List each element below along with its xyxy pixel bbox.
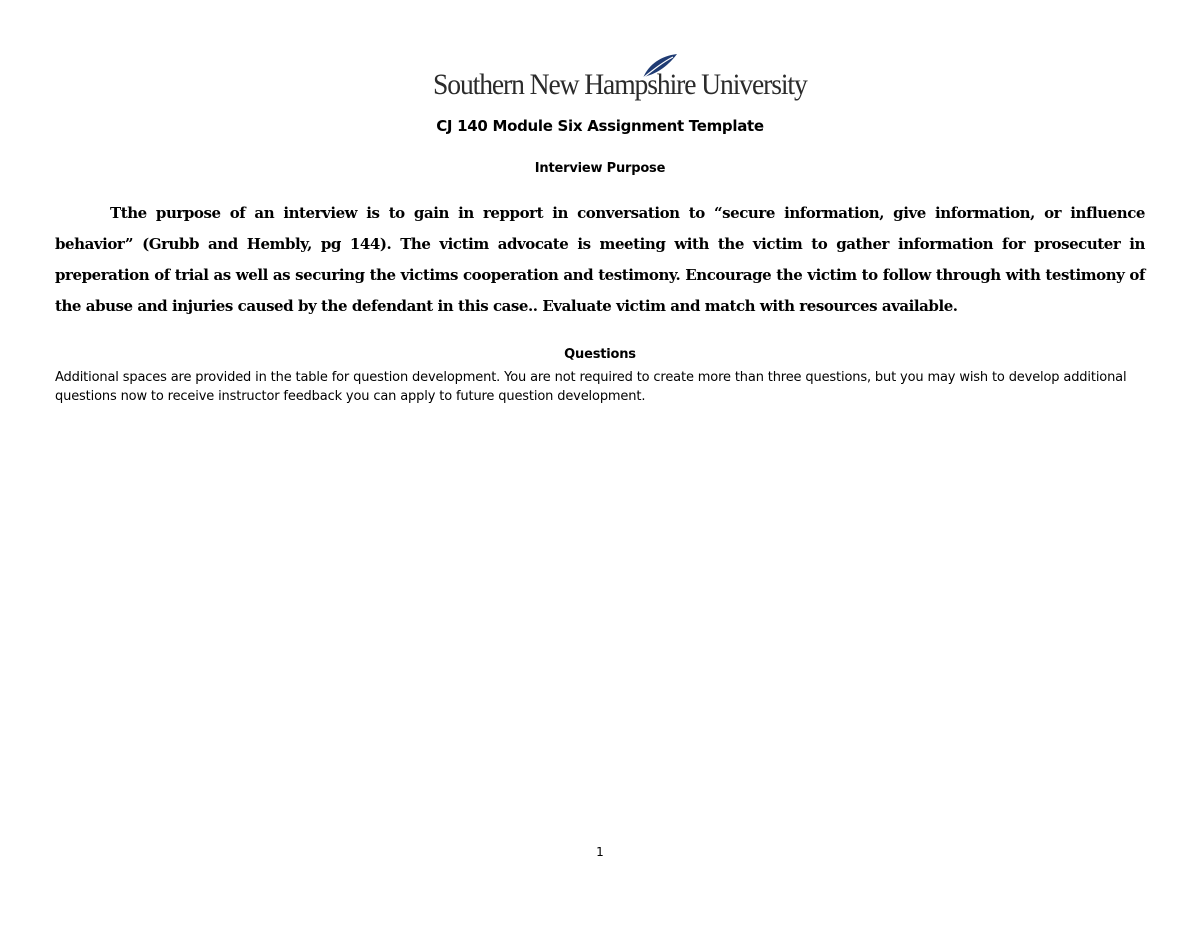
interview-purpose-paragraph: Tthe purpose of an interview is to gain in repport in conversation to “secure information, give information, or influence behavior” (Grubb and Hembly, pg 144). The victim advocate is meeting with the victim to gather information for prosecuter in preperation of trial as well as securing the victims cooperation and testimony. Encourage the victim to follow through with testimony of the abuse and injuries caused by the defendant in this case.. Evaluate victim and match with resources available. — [55, 204, 1145, 315]
section-heading-questions: Questions — [564, 347, 636, 362]
page-number: 1 — [596, 845, 604, 859]
logo-wordmark: Southern New Hampshire University — [433, 68, 807, 101]
university-logo — [433, 52, 807, 106]
document-title: CJ 140 Module Six Assignment Template — [436, 117, 764, 135]
section-heading-interview-purpose: Interview Purpose — [534, 161, 666, 176]
questions-instructions-paragraph: Additional spaces are provided in the table for question development. You are not required to create more than three questions, but you may wish to develop additional questions now to receive instructor feedback you can apply to future question development. — [55, 370, 1127, 404]
